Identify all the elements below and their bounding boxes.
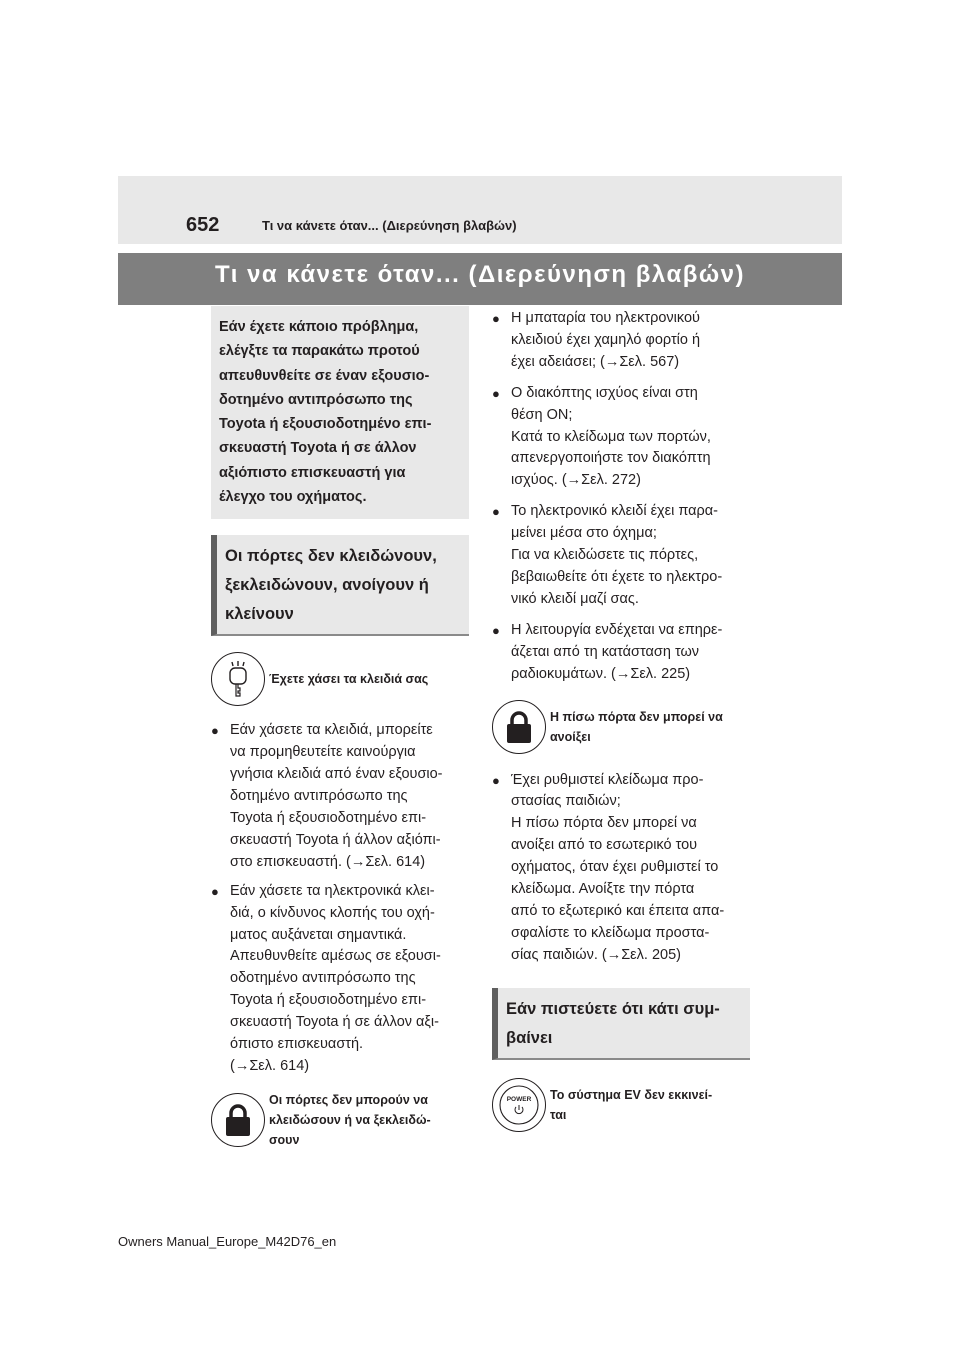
padlock-icon — [492, 700, 546, 754]
symptom-rear-door — [492, 700, 750, 754]
intro-line: Εάν έχετε κάποιο πρόβλημα, — [219, 319, 419, 335]
bullet-item: ● Το ηλεκτρονικό κλειδί έχει παρα- μείνει μέσα στο όχημα; Για να κλειδώσετε τις πόρτες, βεβαιωθείτε ότι έχετε το ηλεκτρο- νικό κλειδί μαζί σας. — [492, 501, 750, 611]
symptom-cannot-lock — [211, 1090, 469, 1150]
header-band — [118, 176, 842, 244]
right-column — [492, 306, 750, 1132]
symptom-lost-keys — [211, 652, 469, 706]
bullet-item: ● Εάν χάσετε τα κλειδιά, μπορείτε να προμηθευτείτε καινούργια γνήσια κλειδιά από έναν εξουσιο- δοτημένο αντιπρόσωπο της Toyota ή εξουσιοδοτημένο επι- σκευαστή Toyota ή άλλον αξιόπι- στο επισκευαστή. (→Σελ. 614) — [211, 720, 469, 873]
symptom-label: Έχετε χάσει τα κλειδιά σας — [269, 672, 429, 687]
intro-line: Toyota ή εξουσιοδοτημένο επι- — [219, 416, 432, 433]
intro-line: σκευαστή Toyota ή σε άλλον — [219, 440, 417, 457]
symptom-label: Οι πόρτες δεν μπορούν να κλειδώσουν ή να ξεκλειδώ- σουν — [269, 1092, 431, 1147]
padlock-icon — [211, 1093, 265, 1147]
svg-text:POWER: POWER — [506, 1095, 532, 1103]
bullet-item: ● Η μπαταρία του ηλεκτρονικού κλειδιού έχει χαμηλό φορτίο ή έχει αδειάσει; (→Σελ. 567) — [492, 308, 750, 374]
intro-line: έλεγχο του οχήματος. — [219, 489, 367, 506]
intro-line: δοτημένο αντιπρόσωπο της — [219, 391, 413, 408]
left-column — [211, 306, 469, 1150]
symptom-label: Το σύστημα EV δεν εκκινεί- ται — [550, 1087, 713, 1122]
symptom-label: Η πίσω πόρτα δεν μπορεί να ανοίξει — [550, 709, 723, 744]
power-button-icon — [492, 1078, 546, 1132]
intro-line: αξιόπιστο επισκευαστή για — [219, 464, 406, 481]
intro-line: ελέγξτε τα παρακάτω προτού — [219, 343, 420, 360]
footer-manual-id: Owners Manual_Europe_M42D76_en — [118, 1234, 337, 1249]
intro-box — [211, 306, 469, 519]
bullet-item: ● Ο διακόπτης ισχύος είναι στη θέση ON; Κατά το κλείδωμα των πορτών, απενεργοποιήστε τον διακόπτη ισχύος. (→Σελ. 272) — [492, 383, 750, 493]
intro-line: απευθυνθείτε σε έναν εξουσιο- — [219, 367, 430, 384]
section-heading-doors: Οι πόρτες δεν κλειδώνουν, ξεκλειδώνουν, ανοίγουν ή κλείνουν — [211, 535, 469, 636]
page-number: 652 — [186, 214, 220, 236]
section-heading-malfunction: Εάν πιστεύετε ότι κάτι συμ- βαίνει — [492, 988, 750, 1060]
bullet-item: ● Η λειτουργία ενδέχεται να επηρε- άζεται από τη κατάσταση των ραδιοκυμάτων. (→Σελ. 225) — [492, 620, 750, 686]
symptom-ev-start — [492, 1078, 750, 1132]
running-title: Τι να κάνετε όταν... (Διερεύνηση βλαβών) — [262, 218, 517, 233]
bullet-item: ● Έχει ρυθμιστεί κλείδωμα προ- στασίας παιδιών; Η πίσω πόρτα δεν μπορεί να ανοίξει από το εσωτερικό του οχήματος, όταν έχει ρυθμιστεί το κλείδωμα. Ανοίξτε την πόρτα από το εξωτερικό και έπειτα απα- σφαλίστε το κλείδωμα προστα- σίας παιδιών. (→Σελ. 205) — [492, 770, 750, 967]
bullet-item: ● Εάν χάσετε τα ηλεκτρονικά κλει- διά, ο κίνδυνος κλοπής του οχή- ματος αυξάνεται σημαντικά. Απευθυνθείτε αμέσως σε εξουσι- οδοτημένο αντιπρόσωπο της Toyota ή εξουσιοδοτημένο επι- σκευαστή Toyota ή σε άλλον αξι- όπιστο επισκευαστή. (→Σελ. 614) — [211, 881, 469, 1078]
page-title: Τι να κάνετε όταν... (Διερεύνηση βλαβών) — [215, 261, 745, 288]
key-icon — [211, 652, 265, 706]
